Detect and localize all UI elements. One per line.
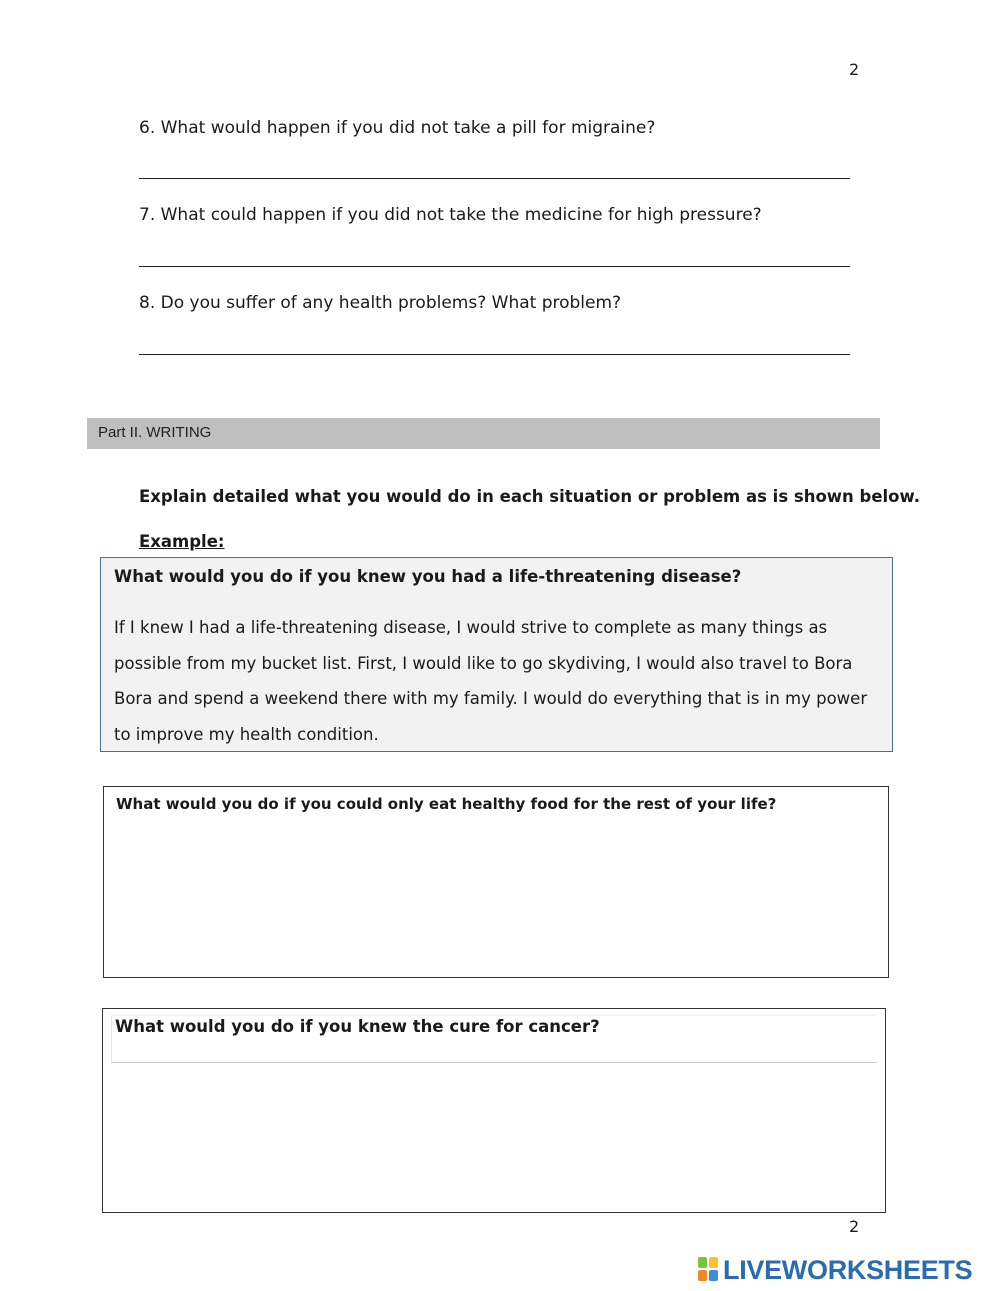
example-box (100, 557, 893, 752)
question-6: 6. What would happen if you did not take a pill for migraine? (139, 118, 656, 138)
example-question: What would you do if you knew you had a life-threatening disease? (114, 567, 742, 586)
answer-line-7[interactable] (139, 266, 850, 267)
brand-name: LIVEWORKSHEETS (723, 1254, 973, 1285)
section-title: Part II. WRITING (98, 424, 212, 441)
question-7: 7. What could happen if you did not take the medicine for high pressure? (139, 205, 762, 225)
page-number-bottom: 2 (849, 1217, 860, 1236)
writing-question-cancer-cure: What would you do if you knew the cure for cancer? (115, 1017, 600, 1036)
answer-line-6[interactable] (139, 178, 850, 179)
liveworksheets-logo[interactable] (698, 1254, 972, 1286)
instruction-text: Explain detailed what you would do in each situation or problem as is shown below. (139, 487, 920, 506)
question-8: 8. Do you suffer of any health problems? What problem? (139, 293, 622, 313)
example-answer: If I knew I had a life-threatening disease, I would strive to complete as many things as possible from my bucket list. First, I would like to go skydiving, I would also travel to Bora Bora and spend a weekend there with my family. I would do everything that is in my power to improve my health condition. (114, 618, 868, 744)
writing-box-healthy-food[interactable] (103, 786, 889, 978)
writing-question-healthy-food: What would you do if you could only eat healthy food for the rest of your life? (116, 795, 777, 813)
section-header (87, 418, 880, 449)
page-number-top: 2 (849, 60, 860, 79)
answer-line-8[interactable] (139, 354, 850, 355)
liveworksheets-logo-icon (698, 1257, 720, 1283)
writing-box-cancer-cure[interactable] (102, 1008, 886, 1213)
example-label: Example: (139, 532, 225, 551)
